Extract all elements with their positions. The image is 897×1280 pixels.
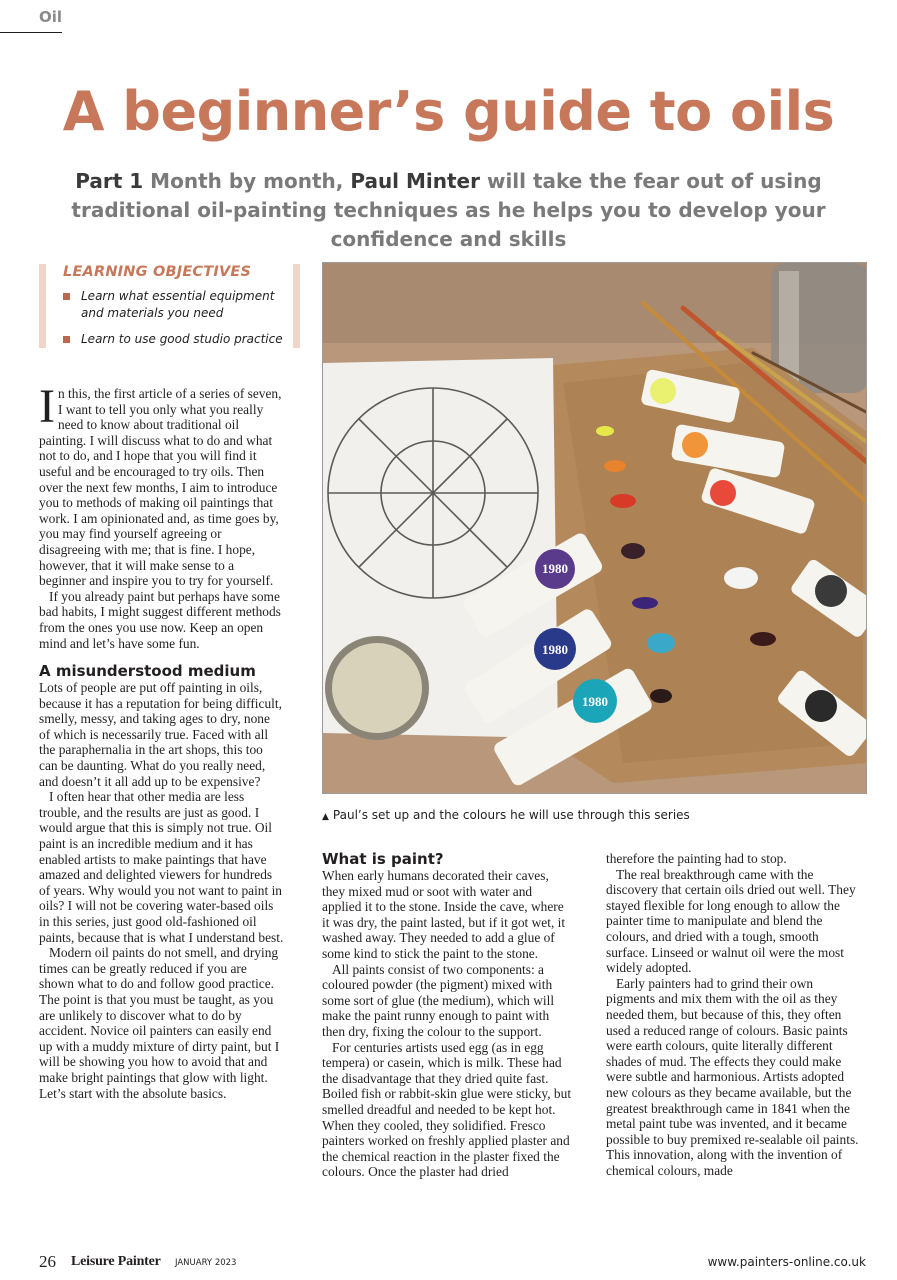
paragraph: Early painters had to grind their own pigments and mix them with the oil as they needed them, but because of this, they often used a reduced range of colours. Basic paints were earth colours, quite literally different shades of mud. The effects they could make were subtle and harmonious. Artists adopted new colours as they became available, but the greatest breakthrough came in 1841 when the metal paint tube was invented, and it became possible to buy premixed re-sealable oil paints. This innovation, along with the invention of chemical colours, made [606,975,859,1178]
standfirst-part: Part 1 [75,169,144,193]
article-standfirst [40,167,857,254]
section-tab [0,8,62,33]
intro-text: n this, the first article of a series of seven, I want to tell you only what you really need to know about traditional oil painting. I will discuss what to do and what not to do, and I hope that you will find it useful and be encouraged to try oils. Then over the next few months, I aim to introduce you to methods of making oil paintings that work. I am opinionated and, as time goes by, you may find yourself agreeing or disagreeing with me; that is fine. I hope, however, that it will make sense to a beginner and inspire you to try for yourself. [39,386,282,589]
text-column-1 [39,380,284,1101]
text-column-2 [322,850,572,1180]
caption-triangle-icon: ▲ [322,812,329,822]
paragraph: Modern oil paints do not smell, and drying times can be greatly reduced if you are shown what to do and follow good practice. The point is that you must be taught, as you are unlikely to discover what to do by accident. Novice oil painters can easily end up with a muddy mixture of dirty paint, but I will be showing you how to avoid that and make bright paintings that glow with light. Let’s start with the absolute basics. [39,945,280,1101]
paragraph: Lots of people are put off painting in oils, because it has a reputation for being difficult, smelly, messy, and taking ages to dry, none of which is necessarily true. Faced with all the paraphernalia in the art shops, this too can be daunting. What do you really need, and doesn’t it all add up to be expensive? [39,680,282,789]
objective-text: Learn what essential equipment and materials you need [81,289,275,320]
tube-label: 1980 [542,561,568,576]
article-title: A beginner’s guide to oils [62,80,835,143]
tube-label: 1980 [542,642,568,657]
text-column-3 [606,851,859,1178]
learning-objectives-box [39,264,300,348]
paragraph: When early humans decorated their caves, they mixed mud or soot with water and applied it to the stone. Inside the cave, where it was dry, the paint lasted, but if it got wet, it washed away. They needed to add a glue of some kind to stick the paint to the stone. [322,868,566,961]
section-heading-what-is-paint: What is paint? [322,850,444,868]
studio-setup-photo [322,262,867,794]
objective-item [63,331,283,348]
paragraph: The real breakthrough came with the discovery that certain oils dried out well. They stayed flexible for long enough to allow the painter time to manipulate and blend the colours, and dried with a tough, smooth surface. Linseed or walnut oil were the most widely adopted. [606,866,856,976]
square-bullet-icon [63,293,70,300]
standfirst-author: Paul Minter [350,169,480,193]
paragraph: I often hear that other media are less trouble, and the results are just as good. I would argue that this is simply not true. Oil paint is an incredible medium and it has enabled artists to make paintings that have amazed and delighted viewers for hundreds of years. Why would you not want to paint in oils? I will not be covering water-based oils in this series, just good old-fashioned oil paints, because that is what I understand best. [39,789,284,945]
paragraph: If you already paint but perhaps have some bad habits, I might suggest different methods from the ones you use now. Keep an open mind and let’s have some fun. [39,588,281,651]
page-footer [0,1252,897,1274]
standfirst-rest: will take the fear out of using traditional oil-painting techniques as he helps you to develop your confidence and skills [71,169,826,251]
drop-cap: I [39,380,55,433]
paragraph: For centuries artists used egg (as in egg tempera) or casein, which is milk. These had the disadvantage that they dried quite fast. Boiled fish or rabbit-skin glue were sticky, but smelled dreadful and needed to be kept hot. When they cooled, they solidified. Fresco painters worked on freshly applied plaster and the chemical reaction in the plaster fixed the colours. Once the plaster had dried [322,1039,572,1180]
objective-item [63,288,283,322]
page-number: 26 [39,1252,56,1271]
objectives-right-rule [293,264,300,348]
section-heading-misunderstood-medium: A misunderstood medium [39,662,256,681]
magazine-name: Leisure Painter [71,1254,161,1269]
standfirst-lead: Month by month, [143,169,351,193]
intro-paragraph [39,380,284,589]
objectives-list [63,288,283,357]
tube-label: 1980 [582,694,608,709]
objective-text: Learn to use good studio practice [81,332,283,346]
objectives-heading: LEARNING OBJECTIVES [63,264,252,280]
website-url: www.painters-online.co.uk [707,1255,866,1269]
section-label: Oil [39,8,63,26]
objectives-left-rule [39,264,46,348]
caption-text: Paul’s set up and the colours he will use through this series [332,808,690,822]
issue-date: JANUARY 2023 [175,1258,237,1268]
square-bullet-icon [63,336,70,343]
paragraph: therefore the painting had to stop. [606,851,787,866]
paragraph: All paints consist of two components: a coloured powder (the pigment) mixed with some sort of glue (the medium), which will make the paint runny enough to paint with then dry, fixing the colour to the support. [322,961,555,1039]
photo-caption [322,808,867,822]
